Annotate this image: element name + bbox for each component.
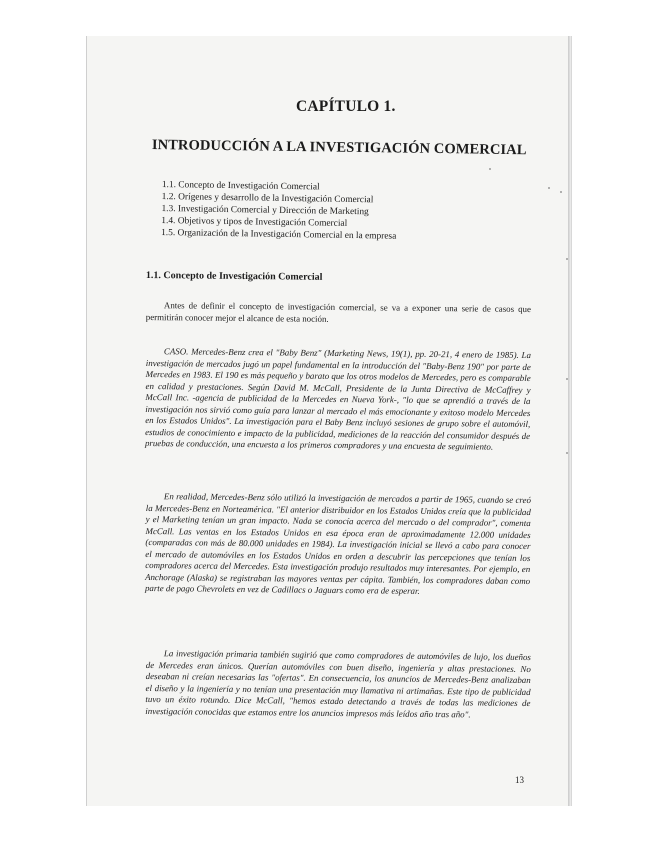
scan-speck	[560, 191, 562, 193]
page-edge	[568, 36, 571, 806]
section-heading: 1.1. Concepto de Investigación Comercial	[145, 270, 323, 283]
toc-item: 1.2. Orígenes y desarrollo de la Investigación Comercial	[161, 192, 374, 206]
case-paragraph: CASO. Mercedes-Benz crea el "Baby Benz" (Marketing News, 19(1), pp. 20-21, 4 enero de 1985). La investigación de mercados jugó un papel fundamental en la introducción del "Baby-Benz 190" por parte de Mercedes en 1983. El 190 es más pequeño y barato que los otros modelos de Mercedes, pero es comparable en calidad y prestaciones. Según David M. McCall, Presidente de la Junta Directiva de McCaffrey y McCall Inc. -agencia de publicidad de la Mercedes en Nueva York-, "lo que se aprendió a través de la investigación nos sirvió como guía para lanzar al mercado el más emocionante y exitoso modelo Mercedes en los Estados Unidos". La investigación para el Baby Benz incluyó sesiones de grupo sobre el automóvil, estudios de conocimiento e impacto de la publicidad, mediciones de la reacción del consumidor después de pruebas de conducción, una encuesta a los primeros compradores y una encuesta de seguimiento.	[144, 346, 531, 452]
intro-paragraph: Antes de definir el concepto de investigación comercial, se va a exponer una serie de casos que permitirán conocer mejor el alcance de esta noción.	[145, 300, 531, 324]
table-of-contents	[161, 179, 522, 245]
chapter-label: CAPÍTULO 1.	[296, 98, 396, 115]
toc-item: 1.1. Concepto de Investigación Comercial	[161, 179, 320, 193]
case-paragraph: La investigación primaria también sugirió que como compradores de automóviles de lujo, los dueños de Mercedes eran únicos. Querían automóviles con buen diseño, ingeniería y altas prestaciones. No deseaban ni creían necesarias las "ofertas". En consecuencia, los anuncios de Mercedes-Benz analizaban el diseño y la ingeniería y no tenían una presentación muy llamativa ni artimañas. Este tipo de publicidad tuvo un éxito rotundo. Dice McCall, "hemos estado detectando a través de todas las mediciones de investigación conocidas que estamos entre los anuncios impresos más leídos año tras año".	[145, 648, 531, 719]
scan-speck	[566, 378, 568, 380]
toc-item: 1.3. Investigación Comercial y Dirección de Marketing	[161, 204, 369, 218]
case-paragraph: En realidad, Mercedes-Benz sólo utilizó la investigación de mercados a partir de 1965, cuando se creó la Mercedes-Benz en Norteamérica. "El anterior distribuidor en los Estados Unidos creía que la publicidad y el Marketing tenían un gran impacto. Nada se conocía acerca del mercado o del comprador", comenta McCall. Las ventas en los Estados Unidos en esa época eran de aproximadamente 12.000 unidades (comparadas con más de 80.000 unidades en 1984). La investigación inicial se llevó a cabo para conocer el mercado de automóviles en los Estados Unidos en orden a descubrir las percepciones que tenían los compradores acerca del Mercedes. Esta investigación produjo resultados muy interesantes. Por ejemplo, en Anchorage (Alaska) se registraban las mayores ventas per cápita. También, los compradores daban como parte de pago Chevrolets en vez de Cadillacs o Jaguars como era de esperar.	[144, 491, 531, 596]
scan-speck	[548, 187, 550, 189]
toc-item: 1.4. Objetivos y tipos de Investigación Comercial	[161, 216, 348, 230]
toc-item: 1.5. Organización de la Investigación Comercial en la empresa	[161, 228, 397, 243]
chapter-title: INTRODUCCIÓN A LA INVESTIGACIÓN COMERCIAL	[151, 137, 527, 159]
scan-speck	[566, 258, 568, 260]
scan-speck	[489, 168, 491, 170]
scan-speck	[566, 452, 568, 454]
page-number: 13	[515, 775, 524, 785]
